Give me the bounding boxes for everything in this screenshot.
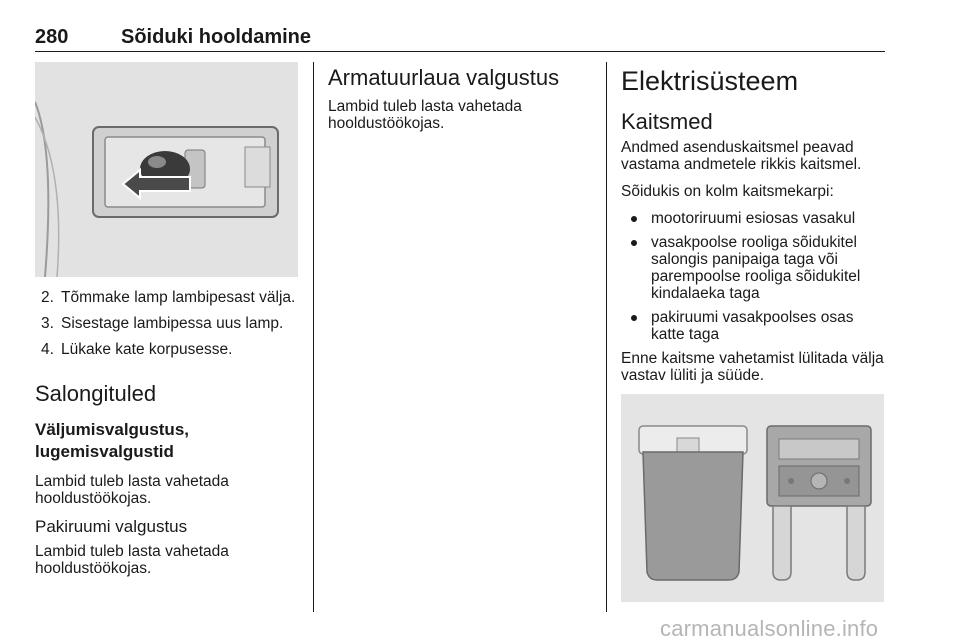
middle-column bbox=[328, 62, 593, 142]
left-column bbox=[35, 62, 300, 587]
page-number: 280 bbox=[35, 26, 69, 48]
paragraph-fuse-data: Andmed asenduskaitsmel peavad vastama andmetele rikkis kaitsmel. bbox=[621, 139, 862, 173]
subsection-title-valjumisvalgustus: Väljumisvalgustus, lugemisvalgustid bbox=[35, 420, 189, 461]
section-text-armatuurlaua: Lambid tuleb lasta vahetada hooldustöökojas. bbox=[328, 98, 522, 132]
step-item: 4. Lükake kate korpusesse. bbox=[41, 341, 233, 358]
steps-list bbox=[35, 289, 300, 359]
column-divider-2 bbox=[606, 62, 607, 612]
step-item: 3. Sisestage lambipessa uus lamp. bbox=[41, 315, 284, 332]
fuse-box-list bbox=[621, 210, 886, 343]
lamp-removal-illustration bbox=[35, 62, 298, 277]
watermark: carmanualsonline.info bbox=[660, 616, 879, 641]
right-column bbox=[621, 62, 886, 602]
list-item: vasakpoolse rooliga sõidukitel salongis panipaiga taga või parempoolse rooliga sõidukitel kindalaeka taga bbox=[621, 234, 886, 302]
paragraph-before-replacing: Enne kaitsme vahetamist lülitada välja vastav lüliti ja süüde. bbox=[621, 350, 884, 384]
chapter-title: Sõiduki hooldamine bbox=[121, 26, 312, 48]
bullet-icon bbox=[631, 240, 637, 246]
paragraph-fuse-boxes: Sõidukis on kolm kaitsmekarpi: bbox=[621, 183, 834, 200]
subsection-text-pakiruumi: Lambid tuleb lasta vahetada hooldustöökojas. bbox=[35, 543, 229, 577]
section-title-armatuurlaua: Armatuurlaua valgustus bbox=[328, 65, 560, 90]
bullet-icon bbox=[631, 315, 637, 321]
subsection-title-kaitsmed: Kaitsmed bbox=[621, 109, 713, 134]
page-header bbox=[35, 26, 885, 50]
subsection-title-pakiruumi: Pakiruumi valgustus bbox=[35, 517, 188, 536]
column-divider-1 bbox=[313, 62, 314, 612]
bullet-icon bbox=[631, 216, 637, 222]
subsection-text-valjumisvalgustus: Lambid tuleb lasta vahetada hooldustöökojas. bbox=[35, 473, 229, 507]
step-item: 2. Tõmmake lamp lambipesast välja. bbox=[41, 289, 296, 306]
section-title-salongituled: Salongituled bbox=[35, 381, 157, 406]
header-divider bbox=[35, 51, 885, 52]
chapter-section-title: Elektrisüsteem bbox=[621, 66, 799, 96]
list-item: mootoriruumi esiosas vasakul bbox=[621, 210, 886, 227]
list-item: pakiruumi vasakpoolses osas katte taga bbox=[621, 309, 886, 343]
fuse-illustration bbox=[621, 394, 884, 602]
